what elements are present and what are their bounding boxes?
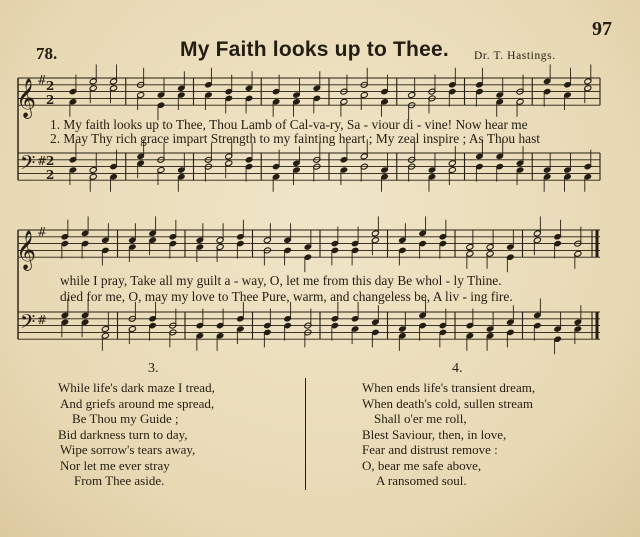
stanza-3-line: While life's dark maze I tread, (58, 380, 215, 395)
system2-lyric-verse2: died for me, O, may my love to Thee Pure, warm, and changeless be, A liv - ing fire. (60, 289, 513, 304)
bass-clef: 𝄢 (20, 310, 36, 338)
stanza-3-line: Bid darkness turn to day, (58, 426, 188, 442)
key-sharp: # (37, 225, 48, 239)
stanza-4-line: O, bear me safe above, (362, 457, 482, 473)
system1-lyric-verse1: 1. My faith looks up to Thee, Thou Lamb of Cal-va-ry, Sa - viour di - vine! Now hear me (50, 117, 528, 132)
system2-lyric-verse1: while I pray, Take all my guilt a - way, O, let me from this day Be whol - ly Thine. (60, 273, 502, 288)
stanza-4-line: Fear and distrust remove : (362, 442, 498, 457)
time-signature: 2 (46, 167, 55, 182)
stanza-3 (58, 380, 215, 489)
system1-lyric-verse2: 2. May Thy rich grace impart Strength to my fainting heart ; My zeal inspire ; As Thou hast (50, 131, 541, 146)
stanza-3-line: Nor let me ever stray (60, 457, 170, 473)
key-sharp: # (37, 313, 48, 327)
stanza-4-number: 4. (452, 361, 463, 376)
stanza-3-line: From Thee aside. (74, 473, 165, 488)
stanza-3-line: And griefs around me spread, (60, 395, 215, 411)
page-number: 97 (592, 18, 612, 40)
stanza-4 (362, 380, 535, 489)
key-sharp: # (37, 73, 48, 87)
hymn-title: My Faith looks up to Thee. (180, 38, 449, 61)
treble-clef: 𝄞 (16, 78, 37, 119)
key-sharp: # (37, 154, 48, 168)
time-signature: 2 (46, 79, 55, 94)
stanza-4-line: When death's cold, sullen stream (362, 395, 533, 411)
stanza-3-number: 3. (148, 361, 159, 376)
stanza-4-line: Blest Saviour, then, in love, (362, 426, 507, 442)
stanza-divider (305, 378, 306, 490)
time-signature: 2 (46, 154, 55, 169)
hymn-number: 78. (36, 44, 58, 63)
stanza-4-line: When ends life's transient dream, (362, 380, 536, 395)
time-signature: 2 (46, 92, 55, 107)
stanza-4-line: A ransomed soul. (376, 473, 467, 488)
stanza-3-line: Be Thou my Guide ; (72, 411, 179, 426)
stanza-3-line: Wipe sorrow's tears away, (60, 442, 196, 457)
stanza-4-line: Shall o'er me roll, (374, 411, 467, 426)
treble-clef: 𝄞 (16, 230, 37, 271)
bass-clef: 𝄢 (20, 151, 36, 179)
composer-credit: Dr. T. Hastings. (474, 50, 556, 62)
